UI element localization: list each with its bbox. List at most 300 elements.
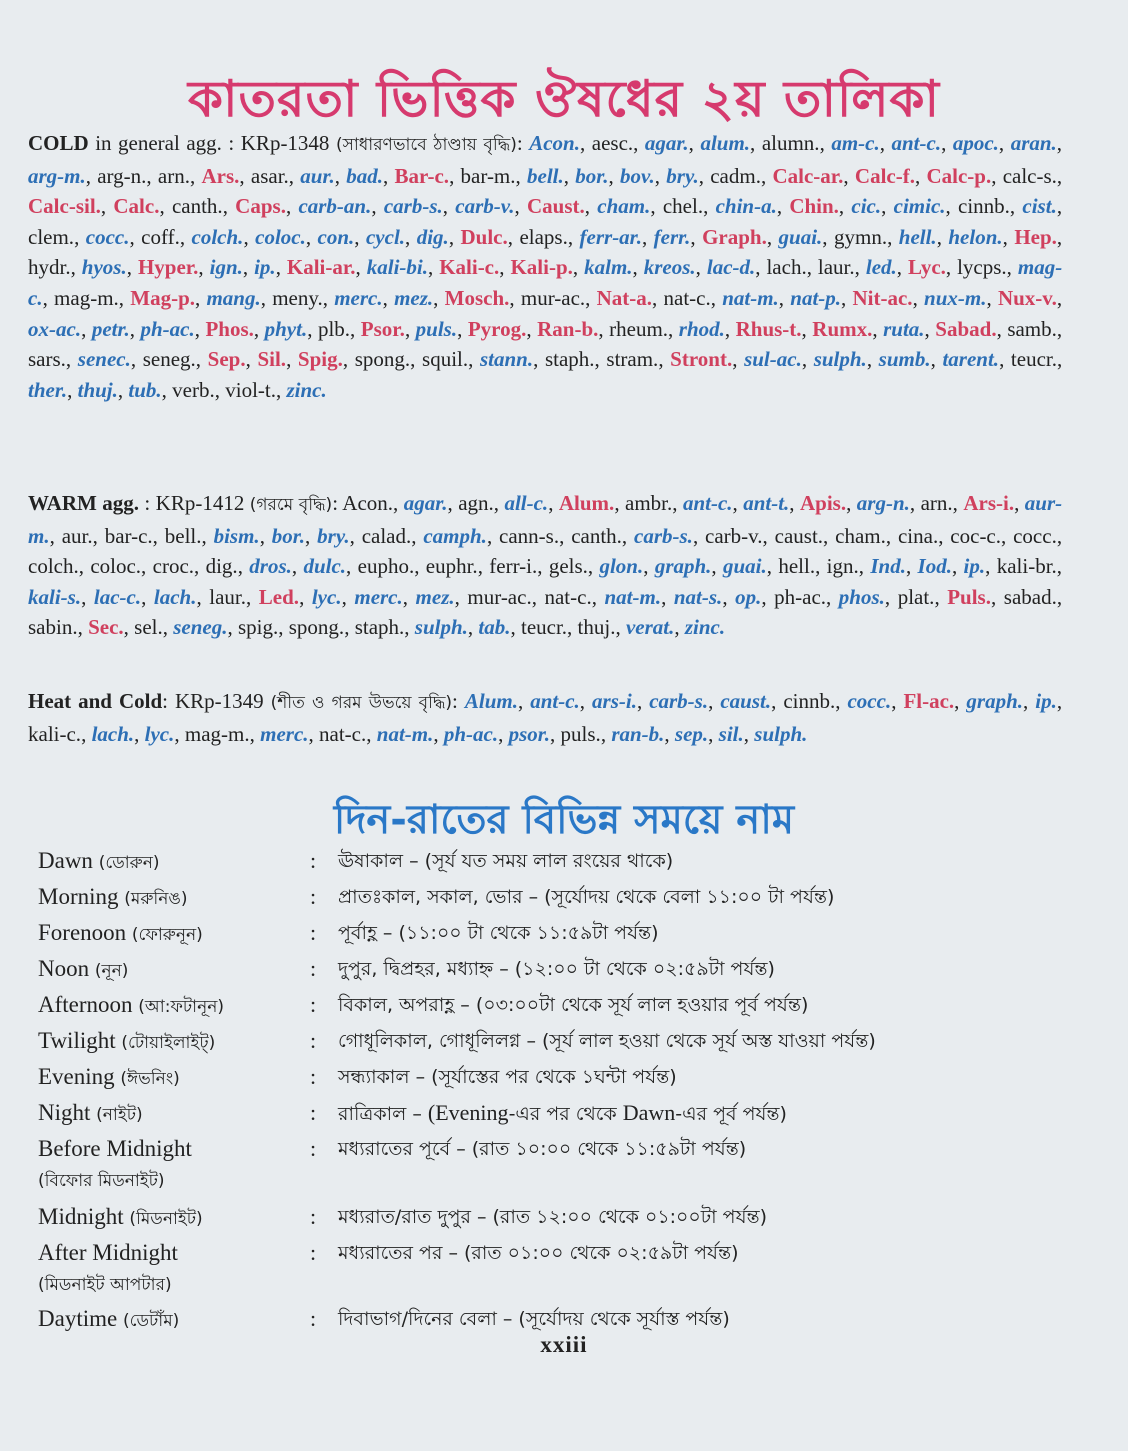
remedy: agn. — [458, 491, 494, 515]
section-cold-bengali: (সাধারণভাবে ঠাণ্ডায় বৃদ্ধি) — [335, 135, 517, 155]
time-pronunciation: (বিফোর মিডনাইট) — [38, 1171, 165, 1191]
remedy: gels. — [548, 554, 588, 579]
remedy: verat. — [625, 615, 675, 640]
remedy: sumb. — [878, 347, 931, 372]
remedy: ant-t. — [743, 491, 790, 515]
remedy: Alum. — [464, 689, 518, 713]
remedy: op. — [735, 584, 762, 609]
remedy: merc. — [260, 721, 309, 746]
remedy: merc. — [334, 285, 383, 310]
time-description: গোধূলিকাল, গোধূলিলগ্ন – (সূর্য লাল হওয়া থেকে সূর্য অস্ত যাওয়া পর্যন্ত) — [338, 1030, 876, 1052]
time-pronunciation: (নাইট) — [96, 1105, 143, 1125]
remedy: bad. — [346, 163, 383, 188]
remedy: cham. — [835, 523, 886, 548]
remedy: ambr. — [625, 491, 673, 515]
time-pronunciation: (টোয়াইলাইট্) — [121, 1033, 216, 1053]
remedy: caust. — [774, 523, 824, 548]
remedy: camph. — [423, 523, 487, 548]
remedy: ign. — [209, 255, 243, 280]
section-heat-cold-bengali: (শীত ও গরম উভয়ে বৃদ্ধি) — [270, 693, 453, 713]
remedy: nat-m. — [604, 584, 662, 609]
remedy: lyc. — [144, 721, 175, 746]
time-description: পূর্বাহ্ণ – (১১:০০ টা থেকে ১১:৫৯টা পর্যন্ত) — [338, 922, 659, 944]
section-cold-ref: in general agg. : KRp-1348 — [88, 131, 336, 155]
time-description: মধ্যরাত/রাত দুপুর – (রাত ১২:০০ থেকে ০১:০০টা পর্যন্ত) — [338, 1206, 768, 1228]
remedy: lac-c. — [93, 584, 142, 609]
remedy: Dulc. — [460, 224, 508, 249]
time-name: After Midnight — [38, 1240, 178, 1265]
remedy: carb-s. — [383, 194, 443, 219]
remedy: sul-ac. — [744, 347, 802, 372]
remedy: sel. — [134, 615, 163, 640]
remedy: ip. — [963, 554, 986, 579]
remedy: Apis. — [799, 491, 847, 515]
colon: : — [310, 920, 317, 945]
colon: : — [310, 1136, 317, 1161]
time-name: Dawn — [38, 848, 93, 873]
remedy: zinc. — [286, 377, 327, 402]
remedy: kali-c. — [28, 721, 82, 746]
colon: : — [310, 884, 317, 909]
remedy: laur. — [209, 584, 247, 609]
remedy: nat-m. — [376, 721, 434, 746]
remedy: graph. — [654, 554, 712, 579]
remedy: Acon. — [529, 131, 580, 155]
remedy: tab. — [478, 615, 511, 640]
colon: : — [310, 1306, 317, 1331]
desc-part: রাত্রিকাল – — [338, 1103, 428, 1125]
remedy: Calc-ar. — [772, 163, 844, 188]
remedy: phos. — [838, 584, 885, 609]
remedy: ferr-ar. — [579, 224, 642, 249]
remedy: aran. — [1010, 131, 1057, 155]
remedy: sil. — [718, 721, 744, 746]
remedy: Hep. — [1014, 224, 1057, 249]
remedy: cina. — [897, 523, 939, 548]
remedy: carb-s. — [649, 689, 709, 713]
section-heat-cold-remedies: Alum., ant-c., ars-i., carb-s., caust., cinnb., cocc., Fl-ac., graph., ip., kali-c., lach., lyc., mag-m., merc., nat-c., nat-m., ph-ac., psor., puls., ran-b., sep., sil., sulph. — [28, 689, 1063, 746]
colon: : — [310, 1100, 317, 1125]
section-warm-bengali: (গরমে বৃদ্ধি) — [249, 495, 333, 515]
remedy: Bar-c. — [394, 163, 450, 188]
remedy: meny. — [272, 285, 323, 310]
time-pronunciation: (মিডনাইট) — [129, 1209, 203, 1229]
section-warm-ref: : KRp-1412 — [139, 491, 250, 515]
time-pronunciation: (ফোরুনূন) — [131, 925, 203, 945]
remedy: coloc. — [90, 554, 142, 579]
section-cold-heading: COLD — [28, 131, 89, 155]
colon: : — [310, 1204, 317, 1229]
time-description: প্রাতঃকাল, সকাল, ভোর – (সূর্যোদয় থেকে বেলা ১১:০০ টা পর্যন্ত) — [338, 886, 835, 908]
remedy: mez. — [415, 584, 455, 609]
remedy: Kali-p. — [510, 255, 573, 280]
remedy: lach. — [766, 255, 807, 280]
remedy: Nux-v. — [997, 285, 1057, 310]
remedy: seneg. — [142, 347, 196, 372]
remedy: Fl-ac. — [903, 689, 955, 713]
remedy: bov. — [620, 163, 655, 188]
remedy: cham. — [597, 194, 651, 219]
remedy: hydr. — [28, 255, 71, 280]
remedy: phyt. — [264, 316, 308, 341]
time-description: মধ্যরাতের পর – (রাত ০১:০০ থেকে ০২:৫৯টা পর্যন্ত) — [338, 1242, 739, 1264]
remedy: lycps. — [957, 255, 1007, 280]
colon: : — [310, 956, 317, 981]
remedy: lac-d. — [706, 255, 756, 280]
remedy: teucr. — [1010, 347, 1057, 372]
time-name: Night — [38, 1100, 91, 1125]
remedy: bor. — [575, 163, 609, 188]
remedy: Calc. — [113, 194, 160, 219]
remedy: puls. — [415, 316, 458, 341]
time-pronunciation: (ঈভনিং) — [120, 1069, 180, 1089]
remedy: ox-ac. — [28, 316, 82, 341]
remedy: cycl. — [365, 224, 406, 249]
section-cold-remedies: Acon., aesc., agar., alum., alumn., am-c., ant-c., apoc., aran., arg-m., arg-n., arn., Ars., asar., aur., bad., Bar-c., bar-m., bell., bor., bov., bry., cadm., Calc-ar., Calc-f., Calc-p., calc-s., Calc-sil., Calc., canth., Caps., carb-an., carb-s., carb-v., Caust., cham., chel., chin-a., Chin., cic., cimic., cinnb., cist., clem., cocc., coff., colch., coloc., con., cycl., dig., Dulc., elaps., ferr-ar., ferr., Graph., guai., gymn., hell., helon., Hep., hydr., hyos., Hyper., ign., ip., Kali-ar., kali-bi., Kali-c., Kali-p., kalm., kreos., lac-d., lach., laur., led., Lyc., lycps., mag-c., mag-m., Mag-p., mang., meny., merc., mez., Mosch., mur-ac., Nat-a., nat-c., nat-m., nat-p., Nit-ac., nux-m., Nux-v., ox-ac., petr., ph-ac., Phos., phyt., plb., Psor., puls., Pyrog., Ran-b., rheum., rhod., Rhus-t., Rumx., ruta., Sabad., samb., sars., senec., seneg., Sep., Sil., Spig., spong., squil., stann., staph., stram., Stront., sul-ac., sulph., sumb., tarent., teucr., ther., thuj., tub., verb., viol-t., zinc. — [28, 131, 1063, 402]
remedy: Phos. — [205, 316, 254, 341]
remedy: bism. — [213, 523, 260, 548]
remedy: chin-a. — [715, 194, 777, 219]
remedy: kalm. — [584, 255, 633, 280]
time-name: Daytime — [38, 1306, 118, 1331]
remedy: nat-p. — [790, 285, 842, 310]
remedy: euphr. — [425, 554, 478, 579]
remedy: Lyc. — [907, 255, 946, 280]
time-pronunciation: (ডোরুন) — [98, 853, 160, 873]
remedy: helon. — [948, 224, 1003, 249]
remedy: carb-v. — [705, 523, 763, 548]
remedy: petr. — [91, 316, 130, 341]
remedy: sulph. — [813, 347, 867, 372]
remedy: bell. — [164, 523, 202, 548]
remedy: Sep. — [207, 347, 246, 372]
remedy: ther. — [28, 377, 68, 402]
remedy: coff. — [141, 224, 180, 249]
remedy: caust. — [720, 689, 772, 713]
remedy: con. — [317, 224, 355, 249]
remedy: mag-c. — [28, 255, 1063, 310]
remedy: cocc. — [847, 689, 892, 713]
remedy: hell. — [898, 224, 937, 249]
colon: : — [310, 1240, 317, 1265]
times-title: দিন-রাতের বিভিন্ন সময়ে নাম — [333, 797, 795, 843]
remedy: laur. — [817, 255, 855, 280]
remedy: bor. — [271, 523, 306, 548]
colon: : — [310, 1064, 317, 1089]
time-description: বিকাল, অপরাহ্ণ – (০৩:০০টা থেকে সূর্য লাল হওয়ার পূর্ব পর্যন্ত) — [338, 994, 809, 1016]
remedy: Psor. — [360, 316, 405, 341]
remedy: thuj. — [577, 615, 616, 640]
remedy: apoc. — [952, 131, 999, 155]
remedy: clem. — [28, 224, 75, 249]
remedy: aur-m. — [28, 491, 1063, 548]
remedy: hell. — [778, 554, 816, 579]
remedy: staph. — [354, 615, 405, 640]
remedy: mez. — [394, 285, 434, 310]
remedy: am-c. — [831, 131, 880, 155]
remedy: Hyper. — [137, 255, 199, 280]
remedy: eupho. — [357, 554, 415, 579]
remedy: stram. — [606, 347, 659, 372]
remedy: arg-n. — [97, 163, 147, 188]
remedy: kali-s. — [28, 584, 82, 609]
remedy: cocc. — [85, 224, 130, 249]
remedy: sulph. — [414, 615, 468, 640]
remedy: Calc-p. — [926, 163, 992, 188]
remedy: led. — [865, 255, 897, 280]
remedy: aur. — [61, 523, 93, 548]
remedy: squil. — [422, 347, 469, 372]
remedy: tub. — [128, 377, 162, 402]
remedy: Caps. — [235, 194, 286, 219]
section-heat-cold-heading: Heat and Cold — [28, 689, 163, 713]
remedy: chel. — [662, 194, 704, 219]
remedy: thuj. — [77, 377, 118, 402]
remedy: carb-s. — [634, 523, 693, 548]
remedy: ph-ac. — [443, 721, 499, 746]
remedy: cocc. — [1013, 523, 1057, 548]
section-warm-remedies: Acon., agar., agn., all-c., Alum., ambr., ant-c., ant-t., Apis., arg-n., arn., Ars-i., aur-m., aur., bar-c., bell., bism., bor., bry., calad., camph., cann-s., canth., carb-s., carb-v., caust., cham., cina., coc-c., cocc., colch., coloc., croc., dig., dros., dulc., eupho., euphr., ferr-i., gels., glon., graph., guai., hell., ign., Ind., Iod., ip., kali-br., kali-s., lac-c., lach., laur., Led., lyc., merc., mez., mur-ac., nat-c., nat-m., nat-s., op., ph-ac., phos., plat., Puls., sabad., sabin., Sec., sel., seneg., spig., spong., staph., sulph., tab., teucr., thuj., verat., zinc. — [28, 491, 1063, 640]
remedy: nat-m. — [722, 285, 779, 310]
remedy: Alum. — [558, 491, 615, 515]
remedy: Sabad. — [935, 316, 997, 341]
remedy: spig. — [237, 615, 279, 640]
remedy: lach. — [91, 721, 135, 746]
remedy: gymn. — [833, 224, 888, 249]
remedy: mur-ac. — [467, 584, 532, 609]
remedy: canth. — [571, 523, 622, 548]
remedy: ruta. — [883, 316, 925, 341]
remedy: cinnb. — [958, 194, 1010, 219]
remedy: mag-m. — [184, 721, 250, 746]
remedy: samb. — [1007, 316, 1057, 341]
time-name: Noon — [38, 956, 90, 981]
remedy: carb-v. — [455, 194, 515, 219]
remedy: kreos. — [643, 255, 696, 280]
remedy: spong. — [288, 615, 345, 640]
remedy: zinc. — [684, 615, 726, 640]
remedy: cinnb. — [783, 689, 836, 713]
remedy: Nit-ac. — [852, 285, 913, 310]
remedy: sulph. — [754, 721, 808, 746]
remedy: spong. — [354, 347, 411, 372]
remedy: cic. — [851, 194, 882, 219]
remedy: arn. — [920, 491, 953, 515]
remedy: kali-br. — [996, 554, 1057, 579]
remedy: Nat-a. — [596, 285, 653, 310]
remedy: coc-c. — [950, 523, 1002, 548]
remedy: hyos. — [81, 255, 127, 280]
remedy: Kali-ar. — [286, 255, 356, 280]
remedy: sabin. — [28, 615, 78, 640]
remedy: rheum. — [609, 316, 669, 341]
remedy: Iod. — [917, 554, 952, 579]
remedy: all-c. — [504, 491, 549, 515]
time-description: ঊষাকাল – (সূর্য যত সময় লাল রংয়ের থাকে) — [338, 850, 674, 872]
time-name: Midnight — [38, 1204, 124, 1229]
time-name: Twilight — [38, 1028, 116, 1053]
remedy: Acon. — [342, 491, 394, 515]
remedy: guai. — [723, 554, 767, 579]
remedy: Spig. — [297, 347, 343, 372]
time-name: Forenoon — [38, 920, 127, 945]
remedy: cist. — [1022, 194, 1057, 219]
time-pronunciation: (মরুনিঙ) — [124, 889, 188, 909]
remedy: calc-s. — [1002, 163, 1057, 188]
remedy: Kali-c. — [439, 255, 500, 280]
section-heat-cold-ref: : KRp-1349 — [162, 689, 271, 713]
remedy: nat-c. — [319, 721, 367, 746]
section-cold: COLD in general agg. : KRp-1348 (সাধারণভাবে ঠাণ্ডায় বৃদ্ধি): Acon., aesc., agar., alum., alumn., am-c., ant-c., apoc., aran., arg-m., arg-n., arn., Ars., asar., aur., bad., Bar-c., bar-m., bell., bor., bov., bry., cadm., Calc-ar., Calc-f., Calc-p., calc-s., Calc-sil., Calc., canth., Caps., carb-an., carb-s., carb-v., Caust., cham., chel., chin-a., Chin., cic., cimic., cinnb., cist., clem., cocc., coff., colch., coloc., con., cycl., dig., Dulc., elaps., ferr-ar., ferr., Graph., guai., gymn., hell., helon., Hep., hydr., hyos., Hyper., ign., ip., Kali-ar., kali-bi., Kali-c., Kali-p., kalm., kreos., lac-d., lach., laur., led., Lyc., lycps., mag-c., mag-m., Mag-p., mang., meny., merc., mez., Mosch., mur-ac., Nat-a., nat-c., nat-m., nat-p., Nit-ac., nux-m., Nux-v., ox-ac., petr., ph-ac., Phos., phyt., plb., Psor., puls., Pyrog., Ran-b., rheum., rhod., Rhus-t., Rumx., ruta., Sabad., samb., sars., senec., seneg., Sep., Sil., Spig., spong., squil., stann., staph., stram., Stront., sul-ac., sulph., sumb., tarent., teucr., ther., thuj., tub., verb., viol-t., zinc. — [28, 131, 1063, 402]
remedy: ign. — [826, 554, 859, 579]
remedy: Led. — [258, 584, 300, 609]
time-pronunciation: (ডেটা‌ঁম) — [122, 1311, 180, 1331]
time-name: Before Midnight — [38, 1136, 192, 1161]
remedy: verb. — [172, 377, 215, 402]
remedy: teucr. — [520, 615, 568, 640]
remedy: dulc. — [303, 554, 347, 579]
remedy: canth. — [171, 194, 223, 219]
remedy: bar-c. — [104, 523, 153, 548]
remedy: mag-m. — [54, 285, 119, 310]
remedy: plb. — [317, 316, 351, 341]
remedy: glon. — [599, 554, 644, 579]
remedy: nat-c. — [544, 584, 592, 609]
remedy: nux-m. — [924, 285, 987, 310]
remedy: lach. — [153, 584, 197, 609]
remedy: cimic. — [893, 194, 946, 219]
remedy: bell. — [527, 163, 564, 188]
time-description: সন্ধ্যাকাল – (সূর্যাস্তের পর থেকে ১ঘন্টা পর্যন্ত) — [338, 1066, 677, 1088]
remedy: nat-s. — [673, 584, 723, 609]
remedy: merc. — [354, 584, 403, 609]
remedy: staph. — [544, 347, 595, 372]
time-description: দুপুর, দ্বিপ্রহর, মধ্যাহ্ন – (১২:০০ টা থেকে ০২:৫৯টা পর্যন্ত) — [338, 958, 775, 980]
remedy: Ind. — [870, 554, 906, 579]
remedy: rhod. — [678, 316, 725, 341]
remedy: alum. — [700, 131, 751, 155]
remedy: ferr. — [653, 224, 691, 249]
remedy: psor. — [508, 721, 551, 746]
desc-part: -এর পূর্ব পর্যন্ত) — [675, 1103, 787, 1125]
remedy: ip. — [1035, 689, 1057, 713]
remedy: elaps. — [519, 224, 568, 249]
remedy: arg-n. — [856, 491, 910, 515]
remedy: Mosch. — [444, 285, 510, 310]
remedy: ant-c. — [891, 131, 942, 155]
remedy: Ran-b. — [537, 316, 599, 341]
remedy: graph. — [966, 689, 1024, 713]
remedy: nat-c. — [663, 285, 711, 310]
remedy: agar. — [644, 131, 689, 155]
remedy: carb-an. — [298, 194, 372, 219]
page-number: xxiii — [540, 1332, 588, 1357]
remedy: viol-t. — [225, 377, 276, 402]
remedy: dros. — [249, 554, 292, 579]
remedy: arn. — [157, 163, 190, 188]
remedy: sep. — [674, 721, 709, 746]
desc-part: -এর পর থেকে — [508, 1103, 623, 1125]
remedy: Ars-i. — [963, 491, 1015, 515]
remedy: Sil. — [257, 347, 287, 372]
remedy: colch. — [191, 224, 244, 249]
remedy: calad. — [361, 523, 412, 548]
remedy: Calc-f. — [854, 163, 915, 188]
remedy: Pyrog. — [467, 316, 527, 341]
remedy: agar. — [403, 491, 448, 515]
colon: : — [310, 848, 317, 873]
remedy: Rumx. — [812, 316, 873, 341]
remedy: puls. — [560, 721, 601, 746]
time-pronunciation: (নূন) — [94, 961, 129, 981]
remedy: croc. — [152, 554, 195, 579]
remedy: sars. — [28, 347, 66, 372]
time-pronunciation: (মিডনাইট আপটার) — [38, 1275, 172, 1295]
desc-part: (Evening — [427, 1100, 509, 1125]
remedy: Rhus-t. — [735, 316, 802, 341]
remedy: plat. — [897, 584, 935, 609]
colon: : — [310, 992, 317, 1017]
remedy: Sec. — [88, 615, 124, 640]
page-title: কাতরতা ভিত্তিক ঔষধের ২য় তালিকা — [188, 70, 940, 128]
remedy: Mag-p. — [130, 285, 195, 310]
remedy: arg-m. — [28, 163, 86, 188]
remedy: Stront. — [670, 347, 733, 372]
remedy: ars-i. — [592, 689, 637, 713]
remedy: guai. — [778, 224, 823, 249]
remedy: lyc. — [311, 584, 342, 609]
remedy: mur-ac. — [520, 285, 586, 310]
remedy: stann. — [479, 347, 534, 372]
remedy: ant-c. — [530, 689, 580, 713]
remedy: bar-m. — [460, 163, 516, 188]
remedy: Calc-sil. — [28, 194, 101, 219]
time-description: দিবাভাগ/দিনের বেলা – (সূর্যোদয় থেকে সূর্যাস্ত পর্যন্ত) — [338, 1308, 730, 1330]
remedy: Chin. — [789, 194, 839, 219]
remedy: ferr-i. — [489, 554, 538, 579]
remedy: cadm. — [710, 163, 761, 188]
remedy: ph-ac. — [774, 584, 827, 609]
time-name: Evening — [38, 1064, 115, 1089]
section-heat-cold: Heat and Cold: KRp-1349 (শীত ও গরম উভয়ে বৃদ্ধি): Alum., ant-c., ars-i., carb-s., caust., cinnb., cocc., Fl-ac., graph., ip., kali-c., lach., lyc., mag-m., merc., nat-c., nat-m., ph-ac., psor., puls., ran-b., sep., sil., sulph. — [28, 689, 1063, 746]
colon: : — [310, 1028, 317, 1053]
remedy: ant-c. — [682, 491, 733, 515]
remedy: sabad. — [1003, 584, 1057, 609]
remedy: tarent. — [942, 347, 1000, 372]
section-warm-heading: WARM agg. — [28, 491, 139, 515]
desc-part: Dawn — [622, 1100, 676, 1125]
time-pronunciation: (আ:ফটানূন) — [138, 997, 225, 1017]
time-name: Morning — [38, 884, 119, 909]
remedy: seneg. — [173, 615, 228, 640]
time-description: মধ্যরাতের পূর্বে – (রাত ১০:০০ থেকে ১১:৫৯টা পর্যন্ত) — [338, 1138, 747, 1160]
remedy: Puls. — [947, 584, 991, 609]
time-name: Afternoon — [38, 992, 133, 1017]
remedy: kali-bi. — [366, 255, 428, 280]
remedy: asar. — [250, 163, 289, 188]
remedy: ip. — [254, 255, 276, 280]
remedy: aesc. — [591, 131, 634, 155]
remedy: dig. — [205, 554, 238, 579]
remedy: coloc. — [255, 224, 306, 249]
remedy: dig. — [416, 224, 449, 249]
remedy: ran-b. — [611, 721, 665, 746]
time-description — [338, 1098, 1098, 1129]
remedy: Graph. — [702, 224, 767, 249]
section-warm: WARM agg. : KRp-1412 (গরমে বৃদ্ধি): Acon., agar., agn., all-c., Alum., ambr., ant-c., ant-t., Apis., arg-n., arn., Ars-i., aur-m., aur., bar-c., bell., bism., bor., bry., calad., camph., cann-s., canth., carb-s., carb-v., caust., cham., cina., coc-c., cocc., colch., coloc., croc., dig., dros., dulc., eupho., euphr., ferr-i., gels., glon., graph., guai., hell., ign., Ind., Iod., ip., kali-br., kali-s., lac-c., lach., laur., Led., lyc., merc., mez., mur-ac., nat-c., nat-m., nat-s., op., ph-ac., phos., plat., Puls., sabad., sabin., Sec., sel., seneg., spig., spong., staph., sulph., tab., teucr., thuj., verat., zinc. — [28, 491, 1063, 640]
remedy: bry. — [317, 523, 350, 548]
remedy: aur. — [300, 163, 335, 188]
